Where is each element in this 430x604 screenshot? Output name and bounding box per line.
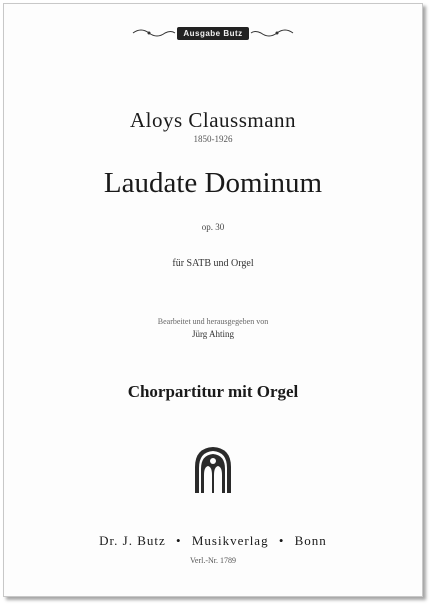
score-cover: [3, 3, 423, 597]
editor-label: Bearbeitet und herausgegeben von: [157, 317, 269, 326]
scoring-text: für SATB und Orgel: [172, 258, 254, 269]
publisher-line: [4, 533, 422, 549]
series-badge: Ausgabe Butz: [177, 27, 248, 40]
opus-number: op. 30: [201, 222, 225, 232]
publisher-separator: •: [278, 533, 285, 548]
gothic-window-logo-icon: [192, 445, 234, 495]
composer-name: Aloys Claussmann: [129, 108, 297, 132]
right-flourish-ornament: [249, 26, 295, 40]
publisher-separator: •: [176, 533, 182, 548]
left-flourish-ornament: [131, 26, 177, 40]
editor-name: Jürg Ahting: [191, 329, 235, 339]
publisher-city: Bonn: [294, 533, 327, 548]
plate-number: Verl.-Nr. 1789: [190, 556, 236, 565]
edition-type: Chorpartitur mit Orgel: [127, 382, 299, 401]
work-title: Laudate Dominum: [103, 167, 323, 199]
series-header: [4, 26, 422, 40]
composer-dates: 1850-1926: [193, 134, 233, 144]
publisher-type: Musikverlag: [191, 533, 269, 548]
publisher-name: Dr. J. Butz: [99, 533, 166, 548]
